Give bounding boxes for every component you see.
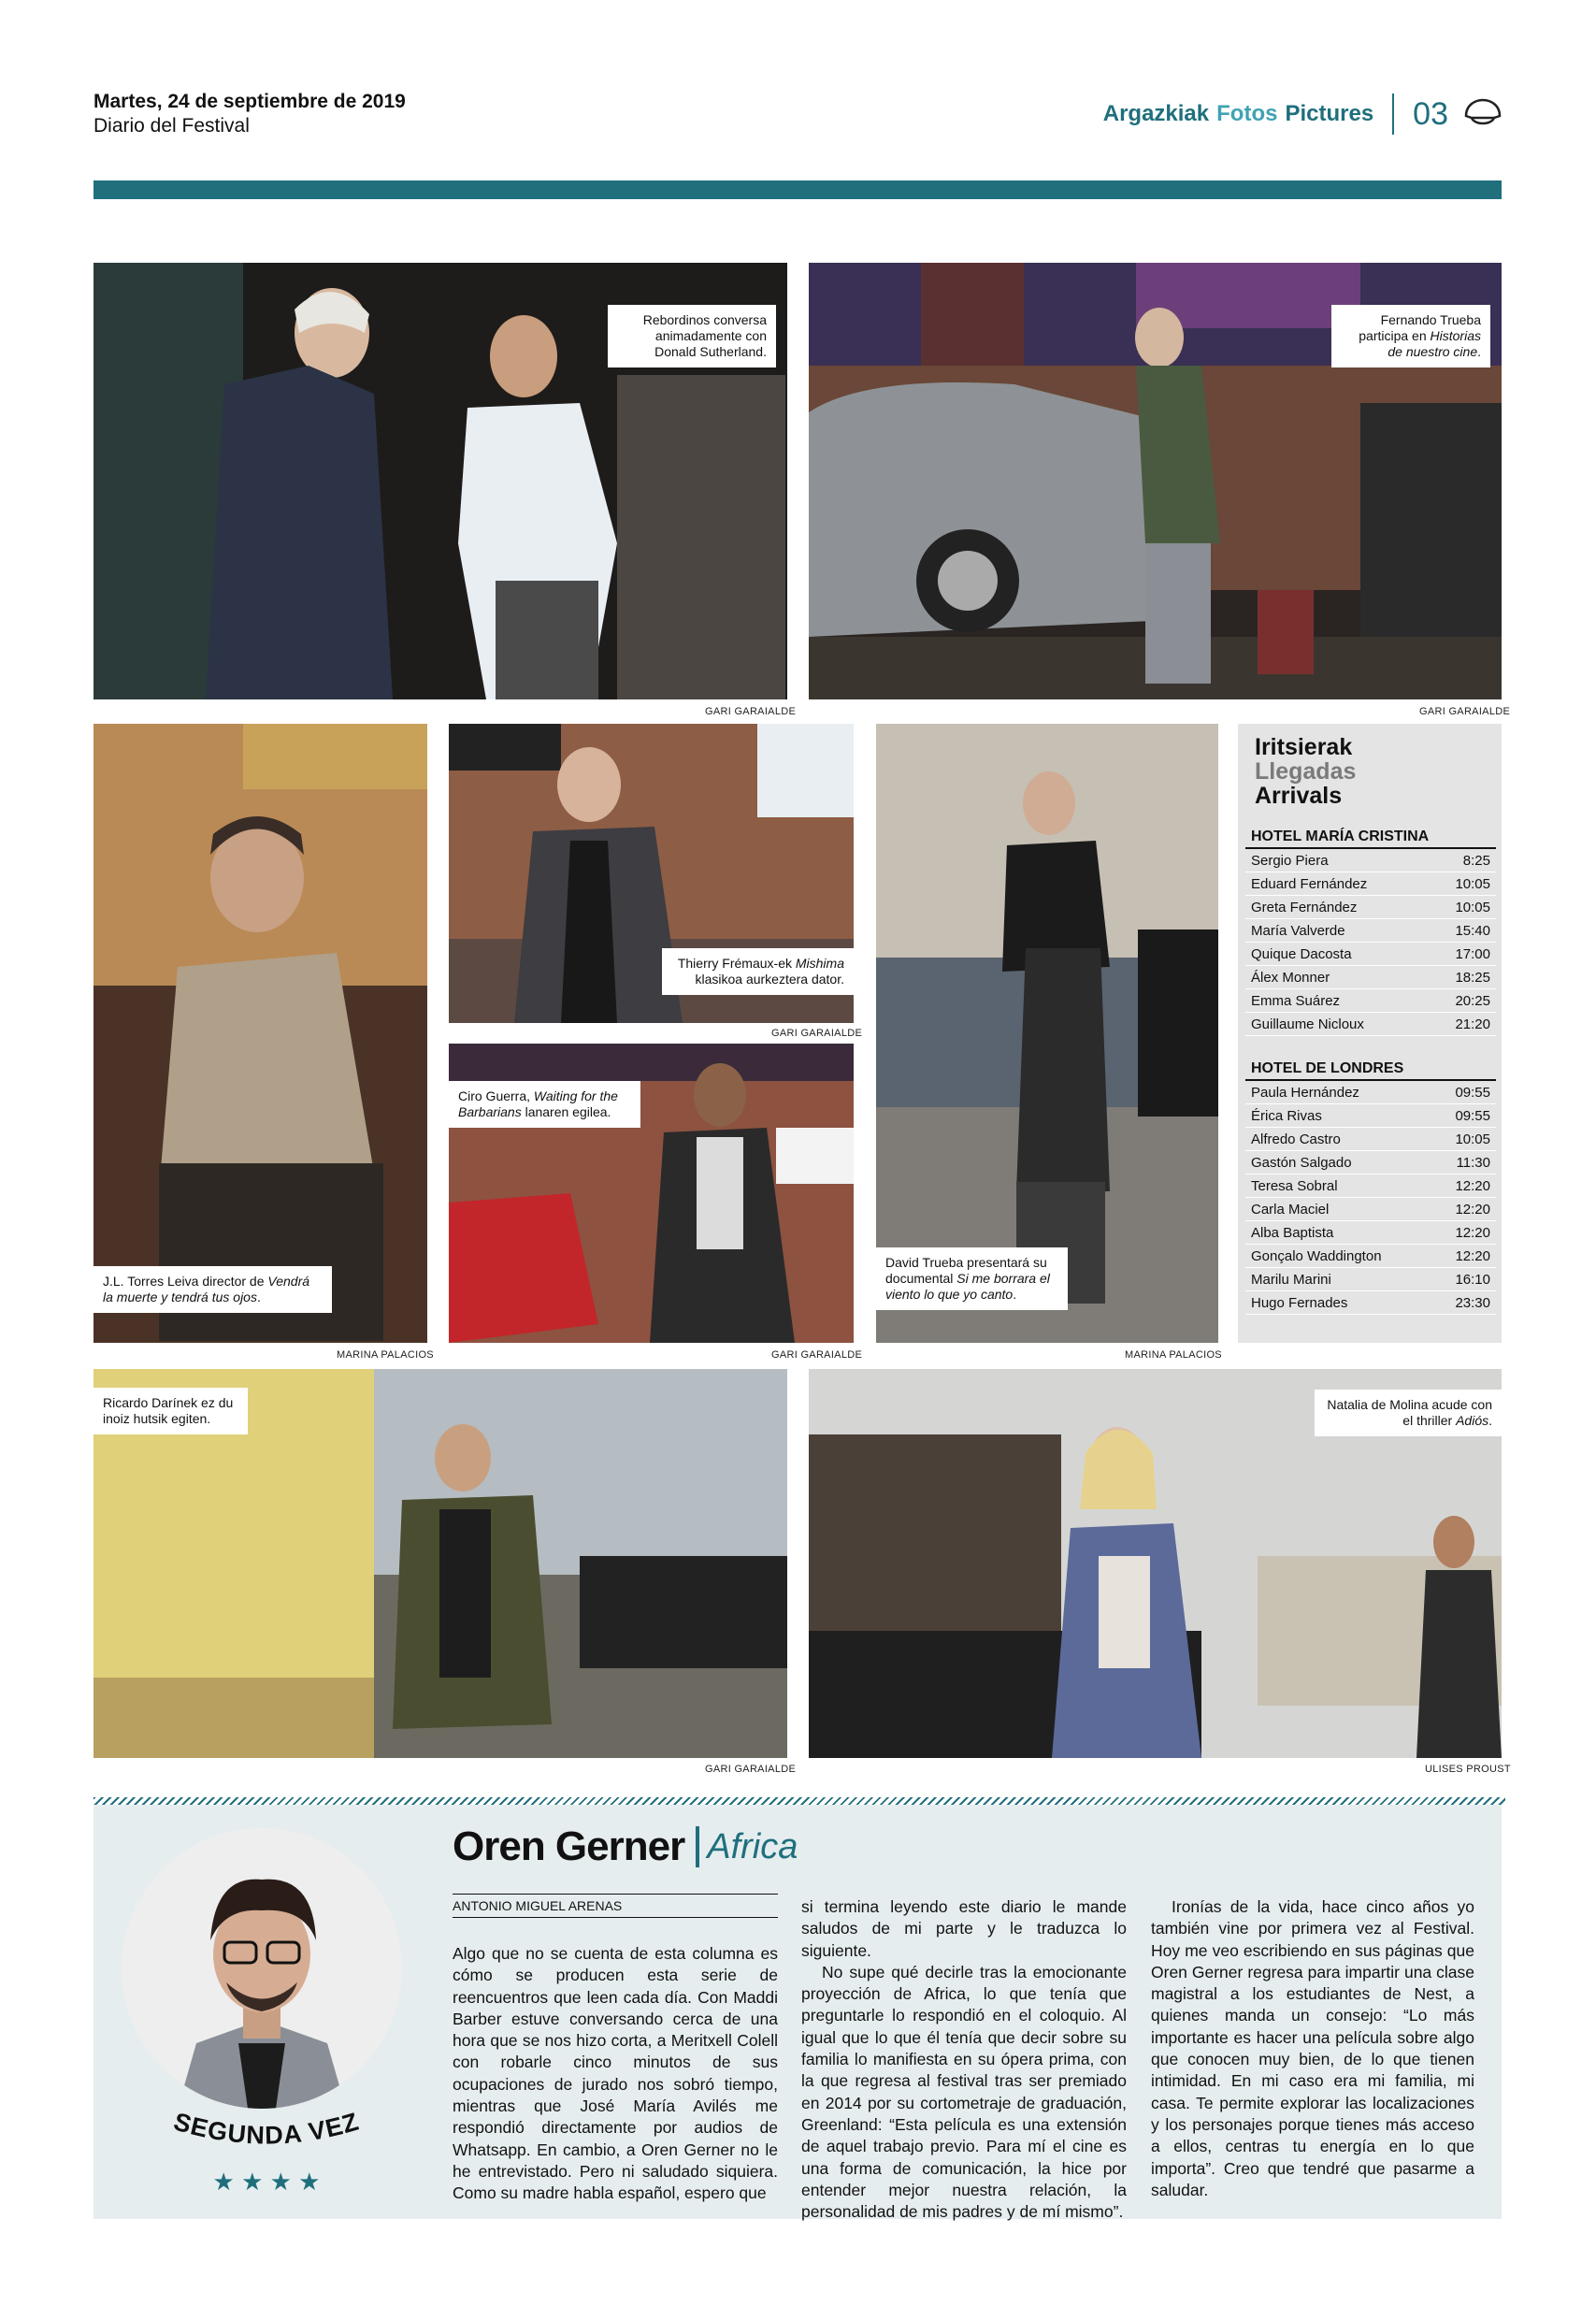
guest-name: Alba Baptista (1251, 1225, 1334, 1241)
publication-name: Diario del Festival (93, 115, 250, 137)
guest-name: Alfredo Castro (1251, 1131, 1341, 1147)
arrival-time: 09:55 (1455, 1108, 1490, 1124)
guest-name: Érica Rivas (1251, 1108, 1322, 1124)
arrivals-title-es: Llegadas (1255, 758, 1357, 785)
arrival-time: 23:30 (1455, 1295, 1490, 1311)
guest-name: Paula Hernández (1251, 1085, 1359, 1101)
header-right (1103, 94, 1503, 135)
photo-credit: MARINA PALACIOS (337, 1349, 434, 1361)
arrival-time: 10:05 (1455, 1131, 1490, 1147)
hotel-name: HOTEL DE LONDRES (1245, 1057, 1496, 1081)
arrival-row (1245, 1245, 1496, 1268)
guest-name: Guillaume Nicloux (1251, 1016, 1364, 1032)
caption-tail: klasikoa aurkeztera dator. (695, 972, 844, 987)
photo-credit: ULISES PROUST (1425, 1764, 1511, 1775)
arrival-time: 16:10 (1455, 1272, 1490, 1288)
guest-name: Marilu Marini (1251, 1272, 1331, 1288)
arrival-row (1245, 1013, 1496, 1036)
photo-caption (876, 1247, 1068, 1310)
author-portrait (122, 1828, 402, 2109)
column-text-2 (801, 1896, 1127, 2223)
arrival-row (1245, 966, 1496, 989)
arrival-row (1245, 989, 1496, 1013)
arrival-row (1245, 896, 1496, 919)
arrival-time: 17:00 (1455, 946, 1490, 962)
arrival-row (1245, 872, 1496, 896)
arrivals-title-eu: Iritsierak (1255, 734, 1353, 760)
caption-film-title: Historias de nuestro cine (1388, 328, 1481, 359)
arrival-time: 12:20 (1455, 1178, 1490, 1194)
guest-name: María Valverde (1251, 923, 1345, 939)
photo-image (93, 724, 427, 1343)
arrival-time: 21:20 (1455, 1016, 1490, 1032)
arrival-row (1245, 1128, 1496, 1151)
arrival-time: 09:55 (1455, 1085, 1490, 1101)
arrival-time: 12:20 (1455, 1248, 1490, 1264)
arrival-time: 11:30 (1456, 1155, 1490, 1171)
arrival-time: 20:25 (1455, 993, 1490, 1009)
photo-caption (662, 948, 854, 995)
arrival-time: 12:20 (1455, 1202, 1490, 1218)
photo-credit: GARI GARAIALDE (771, 1349, 863, 1361)
photo-credit: GARI GARAIALDE (705, 706, 797, 717)
arrival-time: 10:05 (1455, 876, 1490, 892)
guest-name: Quique Dacosta (1251, 946, 1352, 962)
photo-caption: Rebordinos conversa animadamente con Donald Sutherland. (608, 305, 776, 367)
section-title-en: Pictures (1285, 101, 1374, 126)
photo-david-trueba (876, 724, 1218, 1343)
arrival-row (1245, 919, 1496, 943)
caption-film-title: Si me borrara el viento lo que yo canto (885, 1271, 1050, 1302)
caption-tail: . (1013, 1287, 1017, 1302)
header-divider (1392, 94, 1394, 135)
guest-name: Greta Fernández (1251, 900, 1358, 915)
caption-film-title: Adiós (1456, 1413, 1489, 1428)
arrival-time: 12:20 (1455, 1225, 1490, 1241)
arrival-row (1245, 1268, 1496, 1291)
column-author: ANTONIO MIGUEL ARENAS (453, 1894, 778, 1918)
hotel-name: HOTEL MARÍA CRISTINA (1245, 825, 1496, 849)
caption-text: Thierry Frémaux-ek (677, 956, 796, 971)
portrait-image (122, 1828, 402, 2109)
caption-text: Fernando Trueba participa en (1359, 312, 1481, 343)
header-rule (93, 180, 1502, 199)
caption-tail: . (1488, 1413, 1492, 1428)
column-text-1: Algo que no se cuenta de esta columna es cómo se producen esta serie de reencuentros que leen cada día. Con Maddi Barber estuve conversando cerca de una hora que se nos hizo corta, a Meritxell Colell con robarle cinco minutos de sus ocupaciones de jurado nos sobró tiempo, mientras que José María Avilés me respondió directamente por audios de Whatsapp. En cambio, a Oren Gerner no le he entrevistado. Pero ni saludado siquiera. Como su madre habla español, espero que (453, 1944, 778, 2203)
guest-name: Hugo Fernades (1251, 1295, 1348, 1311)
photo-credit: GARI GARAIALDE (1419, 706, 1511, 717)
svg-text:SEGUNDA VEZ (170, 2109, 362, 2150)
arrival-time: 8:25 (1462, 853, 1490, 869)
caption-text: J.L. Torres Leiva director de (103, 1274, 268, 1289)
caption-film-title: Waiting for the Barbarians (458, 1088, 618, 1119)
arrivals-title-en: Arrivals (1255, 783, 1343, 809)
caption-text: David Trueba presentará su documental (885, 1255, 1047, 1286)
column-name: Oren Gerner (453, 1823, 685, 1869)
guest-name: Eduard Fernández (1251, 876, 1368, 892)
rating-stars: ★ ★ ★ ★ (212, 2168, 321, 2196)
photo-natalia-de-molina (809, 1369, 1502, 1758)
photo-caption (93, 1266, 332, 1313)
header-left (93, 91, 406, 137)
photo-credit: MARINA PALACIOS (1125, 1349, 1222, 1361)
arrival-row (1245, 849, 1496, 872)
guest-name: Gastón Salgado (1251, 1155, 1352, 1171)
caption-text: Natalia de Molina acude con el thriller (1327, 1397, 1492, 1428)
photo-caption (1315, 1390, 1502, 1436)
column-text-3: Ironías de la vida, hace cinco años yo también vine por primera vez al Festival. Hoy me veo escribiendo en sus páginas que Oren Gerner regresa para impartir una clase magistral a los estudiantes de Nest, a quienes manda un consejo: “Lo más importante es hacer una película sobre algo que conocen muy bien, de lo que tienen intimidad. En mi caso era mi familia, mi casa. Te permite explorar las localizaciones y los personajes porque tienes más acceso a ellos, centras tu energía en lo que importa”. Creo que tendré que pasarme a saludar. (1151, 1897, 1474, 2199)
column-title (453, 1823, 798, 1870)
column-divider (93, 1797, 1505, 1805)
page-number: 03 (1413, 95, 1448, 132)
guest-name: Teresa Sobral (1251, 1178, 1338, 1194)
photo-caption: Ricardo Darínek ez du inoiz hutsik egiten. (93, 1388, 248, 1434)
caption-tail: lanaren egilea. (521, 1104, 611, 1119)
hotel-list (1238, 825, 1502, 1315)
caption-film-title: Mishima (795, 956, 844, 971)
arrival-time: 15:40 (1455, 923, 1490, 939)
guest-name: Carla Maciel (1251, 1202, 1330, 1218)
section-title-es: Fotos (1216, 101, 1278, 126)
badge-text: SEGUNDA VEZ (170, 2109, 363, 2150)
photo-credit: GARI GARAIALDE (705, 1764, 797, 1775)
guest-name: Sergio Piera (1251, 853, 1329, 869)
badge-segunda-vez (150, 2109, 383, 2174)
shell-logo-icon (1463, 97, 1503, 131)
arrival-row (1245, 1198, 1496, 1221)
caption-text: Ciro Guerra, (458, 1088, 534, 1103)
photo-rebordinos-sutherland (93, 263, 787, 699)
photo-ciro-guerra (449, 1044, 854, 1343)
arrivals-box (1238, 724, 1502, 1343)
title-divider (696, 1826, 699, 1867)
arrival-row (1245, 1104, 1496, 1128)
arrival-time: 10:05 (1455, 900, 1490, 915)
issue-date: Martes, 24 de septiembre de 2019 (93, 91, 406, 112)
arrival-row (1245, 1151, 1496, 1174)
photo-caption (1331, 305, 1490, 367)
caption-tail: . (1477, 344, 1481, 359)
photo-thierry-fremaux (449, 724, 854, 1023)
arrival-time: 18:25 (1455, 970, 1490, 986)
caption-tail: . (256, 1290, 261, 1304)
caption-film-title: Vendrá la muerte y tendrá tus ojos (103, 1274, 310, 1304)
photo-ricardo-darin (93, 1369, 787, 1758)
arrival-row (1245, 1081, 1496, 1104)
paragraph: No supe qué decirle tras la emocionante proyección de Africa, lo que tenía que preguntarle lo respondió en el coloquio. Al igual que lo que él tenía que decir sobre su familia lo manifiesta en su ópera prima, con la que regresa al festival tras ser premiado en 2014 por su cortometraje de graduación, Greenland: “Esta película es una extensión de aquel trabajo previo. Para mí el cine es una forma de comunicación, la hice por entender mejor nuestra relación, la personalidad de mis padres y de mí mismo”. (801, 1962, 1127, 2222)
photo-torres-leiva (93, 724, 427, 1343)
arrival-row (1245, 1174, 1496, 1198)
photo-caption (449, 1081, 640, 1128)
photo-fernando-trueba (809, 263, 1502, 699)
guest-name: Álex Monner (1251, 970, 1330, 986)
photo-credit: GARI GARAIALDE (771, 1028, 863, 1039)
paragraph: si termina leyendo este diario le mande saludos de mi parte y le traduzca lo siguiente. (801, 1897, 1127, 1960)
arrival-row (1245, 1221, 1496, 1245)
column-film: Africa (707, 1826, 798, 1866)
guest-name: Gonçalo Waddington (1251, 1248, 1382, 1264)
guest-name: Emma Suárez (1251, 993, 1341, 1009)
arrival-row (1245, 1291, 1496, 1315)
section-title-eu: Argazkiak (1102, 101, 1210, 126)
arrival-row (1245, 943, 1496, 966)
